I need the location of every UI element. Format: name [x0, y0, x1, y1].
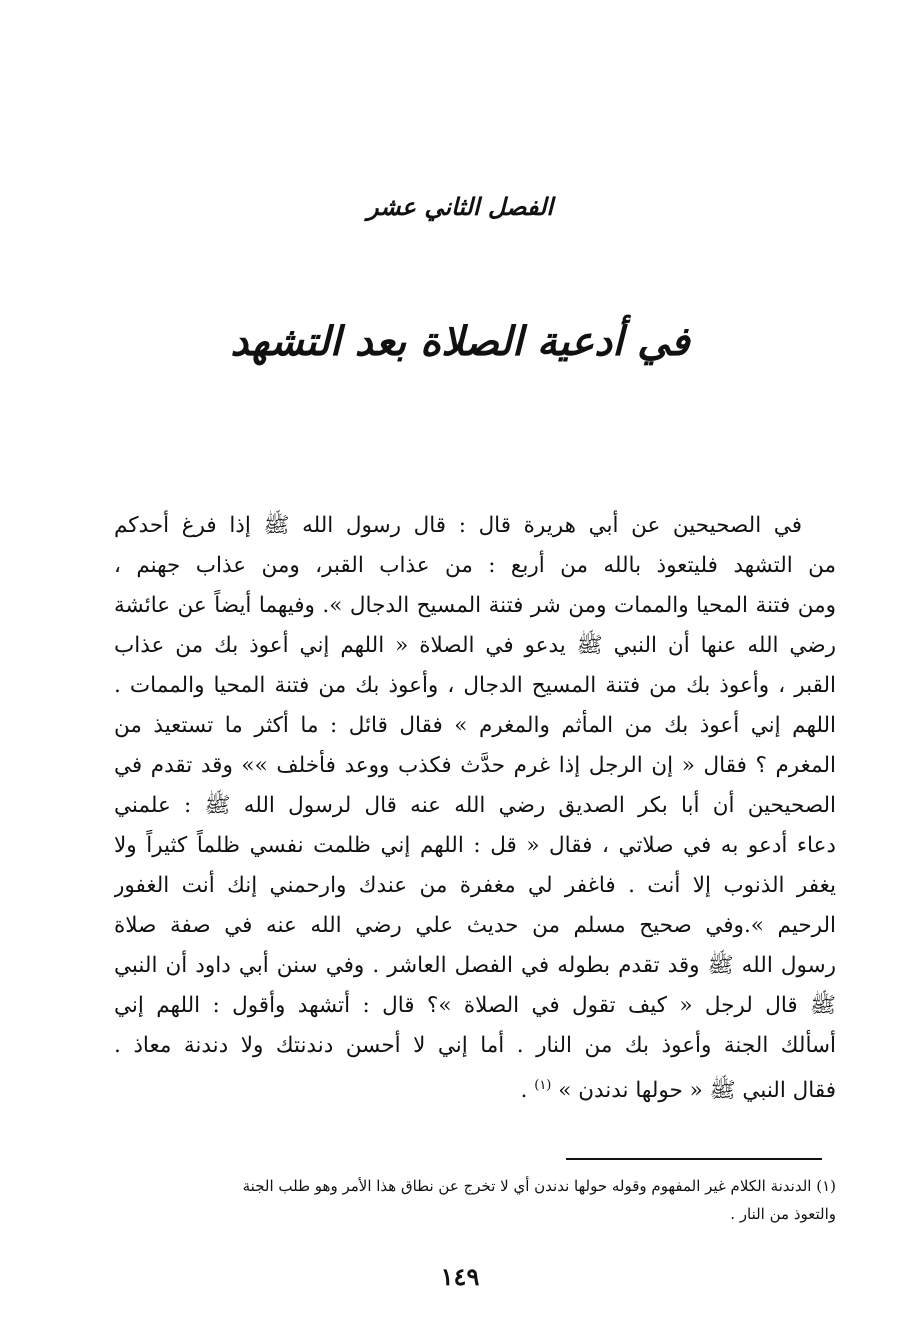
chapter-title-heading: في أدعية الصلاة بعد التشهد	[230, 318, 690, 365]
body-line: اللهم إني أعوذ بك من المأثم والمغرم » فقال قائل : ما أكثر ما تستعيذ من	[114, 713, 836, 738]
footnote-reference: (١)	[534, 1078, 552, 1093]
body-line-end: .	[520, 1078, 535, 1104]
body-line: ﷺ قال لرجل « كيف تقول في الصلاة »؟ قال : أتشهد وأقول : اللهم إني	[114, 993, 836, 1018]
body-line-text: فقال النبي ﷺ « حولها ندندن »	[558, 1078, 836, 1104]
body-line: أسألك الجنة وأعوذ بك من النار . أما إني لا أحسن دندنتك ولا دندنة معاذ .	[114, 1033, 836, 1058]
body-line: رضي الله عنها أن النبي ﷺ يدعو في الصلاة « اللهم إني أعوذ بك من عذاب	[114, 633, 836, 658]
footnote-line: (١) الدندنة الكلام غير المفهوم وقوله حولها ندندن أي لا تخرج عن نطاق هذا الأمر وهو طلب الجنة	[242, 1177, 836, 1195]
body-line: من التشهد فليتعوذ بالله من أربع : من عذاب القبر، ومن عذاب جهنم ،	[114, 553, 836, 578]
footnote-divider	[566, 1158, 822, 1160]
chapter-number-heading: الفصل الثاني عشر	[366, 192, 553, 221]
body-line: دعاء أدعو به في صلاتي ، فقال « قل : اللهم إني ظلمت نفسي ظلماً كثيراً ولا	[114, 833, 836, 858]
footnote	[104, 1172, 836, 1228]
page-number: ١٤٩	[440, 1262, 480, 1291]
body-line: ومن فتنة المحيا والممات ومن شر فتنة المسيح الدجال ». وفيهما أيضاً عن عائشة	[114, 593, 836, 618]
body-line: في الصحيحين عن أبي هريرة قال : قال رسول الله ﷺ إذا فرغ أحدكم	[114, 513, 802, 538]
body-line: يغفر الذنوب إلا أنت . فاغفر لي مغفرة من عندك وارحمني إنك أنت الغفور	[114, 873, 836, 898]
body-line: الرحيم ».وفي صحيح مسلم من حديث علي رضي الله عنه في صفة صلاة	[114, 913, 836, 938]
body-line-last	[114, 1066, 836, 1111]
body-line: المغرم ؟ فقال « إن الرجل إذا غرم حدَّث فكذب ووعد فأخلف »» وقد تقدم في	[114, 753, 836, 778]
footnote-line: والتعوذ من النار .	[730, 1205, 836, 1223]
body-line: القبر ، وأعوذ بك من فتنة المسيح الدجال ، وأعوذ بك من فتنة المحيا والممات .	[114, 673, 836, 698]
body-text	[114, 506, 836, 1111]
body-line: رسول الله ﷺ وقد تقدم بطوله في الفصل العاشر . وفي سنن أبي داود أن النبي	[114, 953, 836, 978]
body-line: الصحيحين أن أبا بكر الصديق رضي الله عنه قال لرسول الله ﷺ : علمني	[114, 793, 836, 818]
